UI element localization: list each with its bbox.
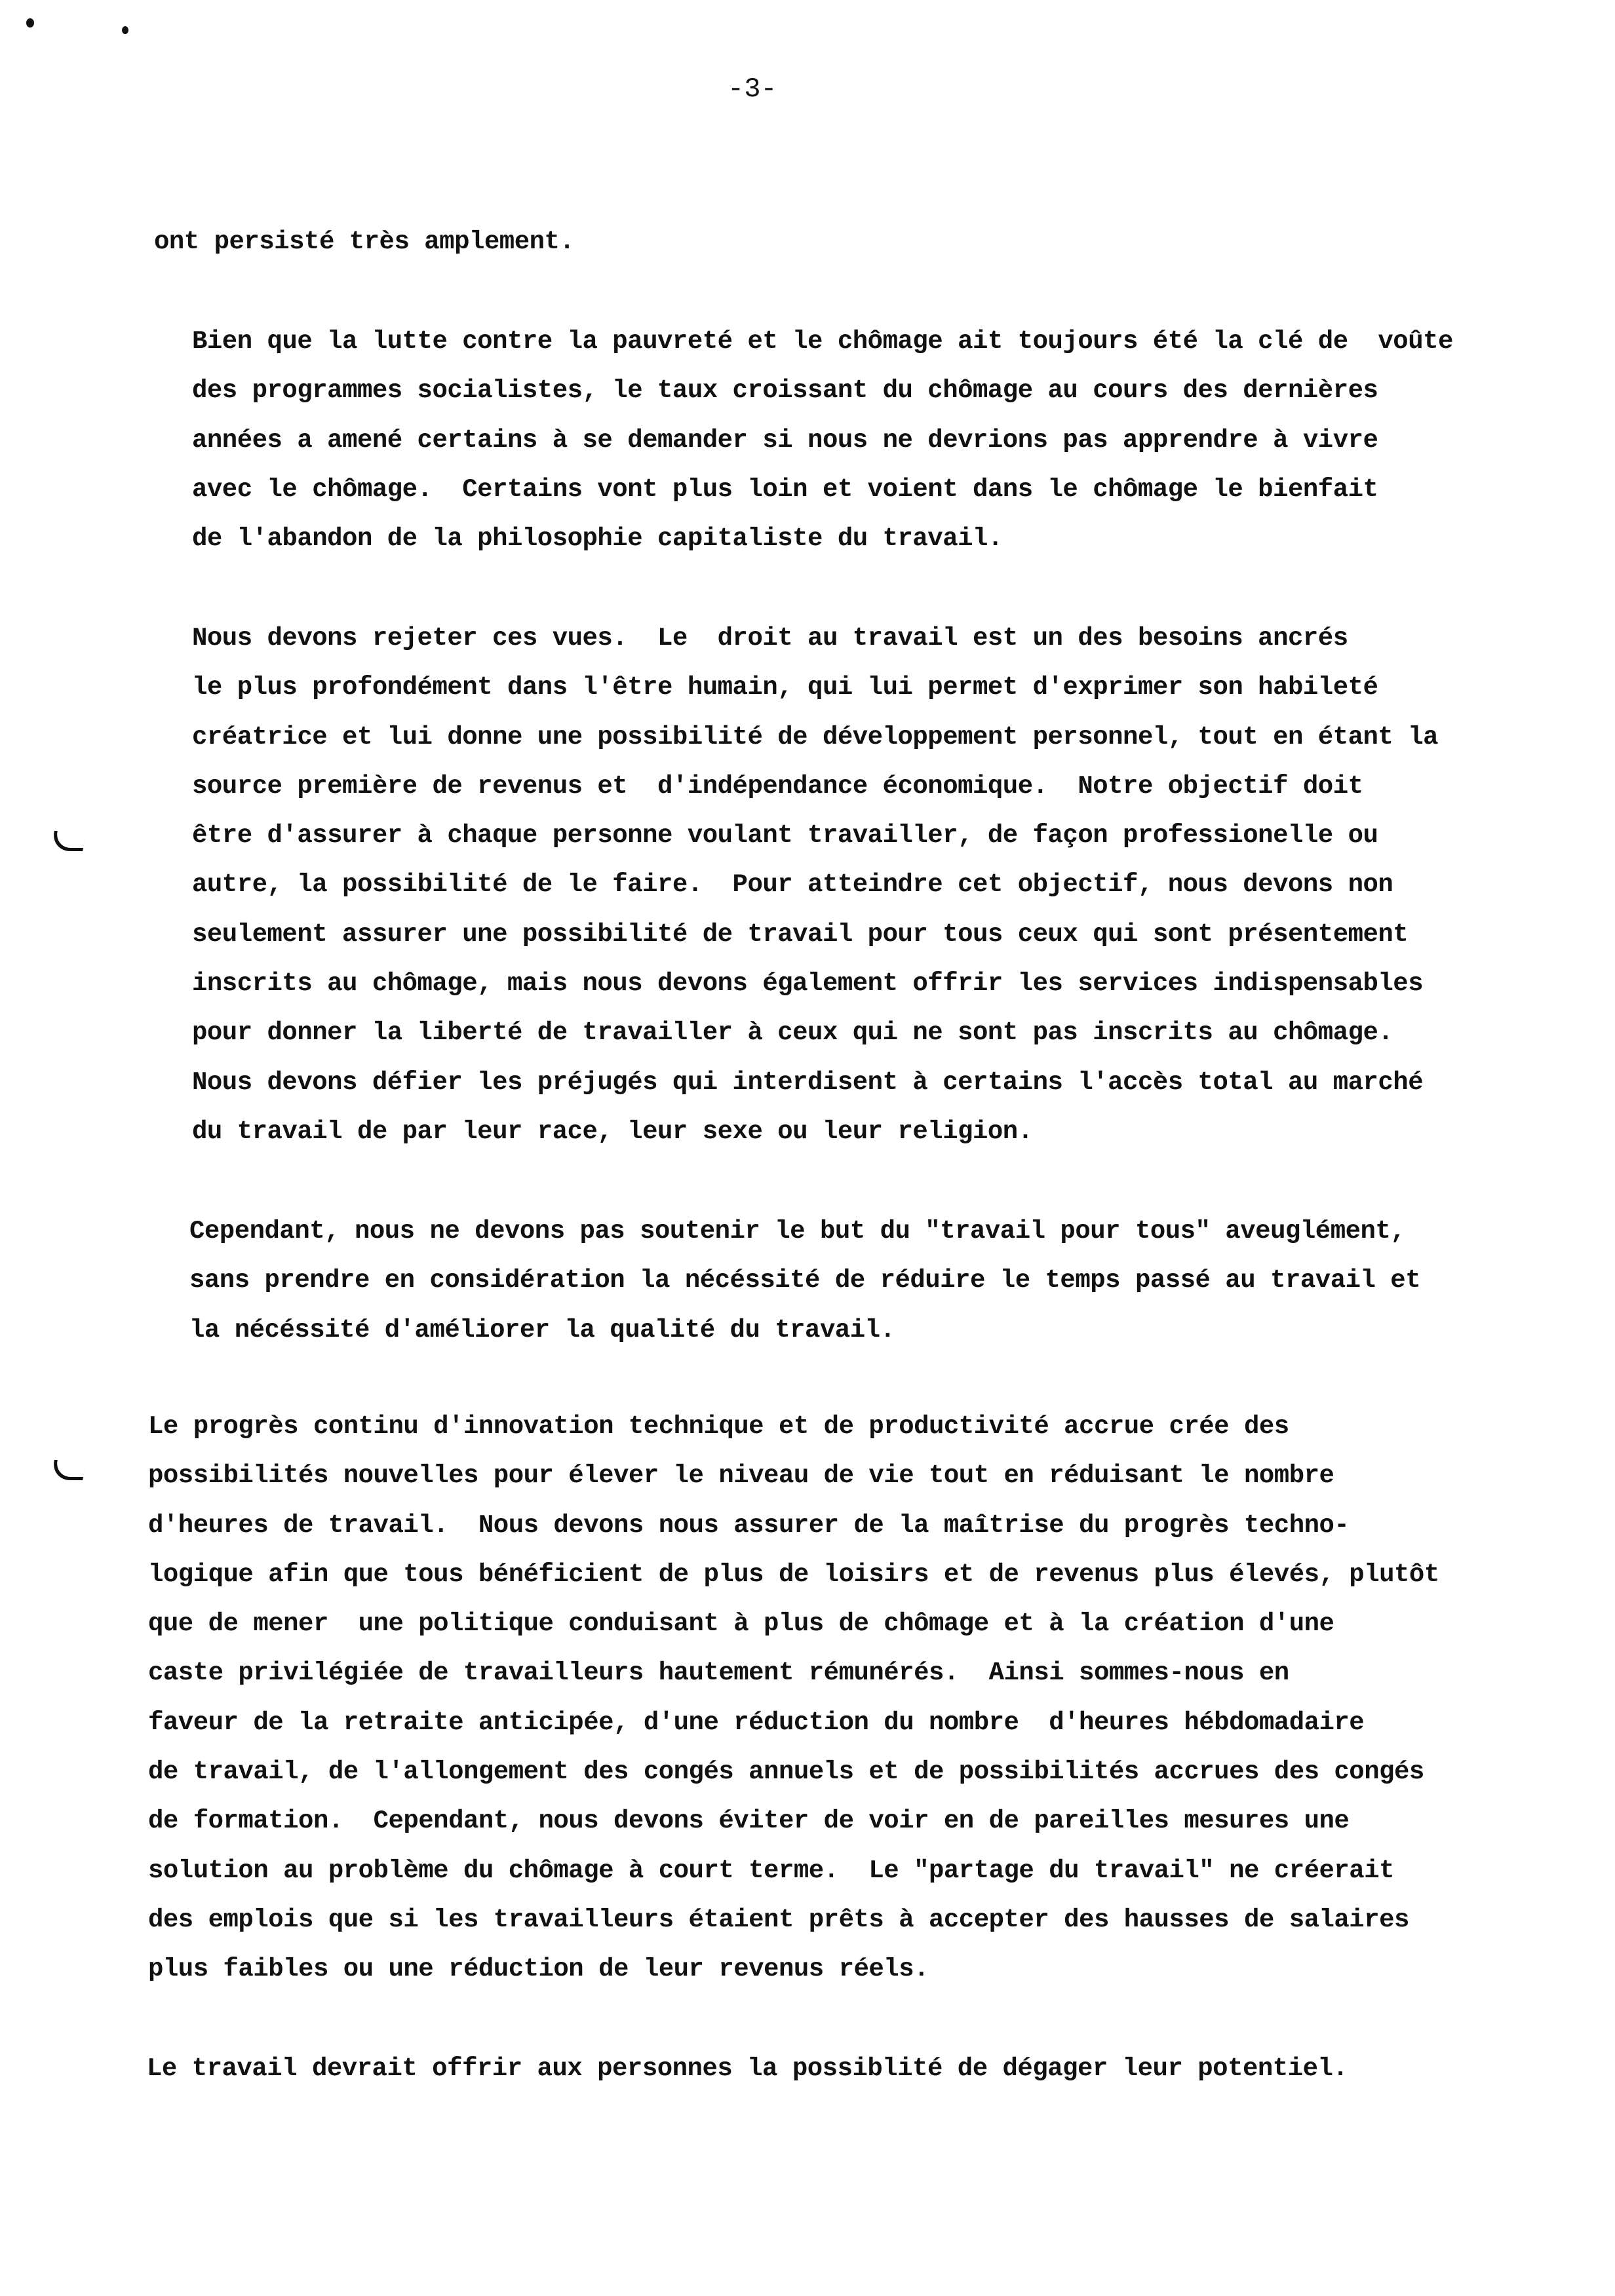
text-line: Nous devons défier les préjugés qui interdisent à certains l'accès total au marché bbox=[192, 1067, 1424, 1097]
text-line: de travail, de l'allongement des congés annuels et de possibilités accrues des congés bbox=[148, 1757, 1424, 1787]
text-line: Nous devons rejeter ces vues. Le droit au travail est un des besoins ancrés bbox=[192, 624, 1348, 653]
margin-mark bbox=[50, 831, 86, 851]
text-line: plus faibles ou une réduction de leur revenus réels. bbox=[148, 1955, 929, 1984]
text-line: pour donner la liberté de travailler à ceux qui ne sont pas inscrits au chômage. bbox=[192, 1018, 1393, 1048]
text-line: de formation. Cependant, nous devons éviter de voir en de pareilles mesures une bbox=[148, 1807, 1350, 1836]
text-line: années a amené certains à se demander si nous ne devrions pas apprendre à vivre bbox=[192, 425, 1378, 455]
text-line: logique afin que tous bénéficient de plus de loisirs et de revenus plus élevés, plutôt bbox=[148, 1559, 1439, 1589]
text-line: caste privilégiée de travailleurs hautement rémunérés. Ainsi sommes-nous en bbox=[148, 1658, 1289, 1688]
text-line: des programmes socialistes, le taux croissant du chômage au cours des dernières bbox=[192, 376, 1378, 406]
text-line: Bien que la lutte contre la pauvreté et le chômage ait toujours été la clé de voûte bbox=[192, 327, 1453, 356]
page-number: -3- bbox=[728, 73, 777, 105]
text-line: de l'abandon de la philosophie capitaliste du travail. bbox=[192, 524, 1003, 554]
text-line: inscrits au chômage, mais nous devons également offrir les services indispensables bbox=[192, 969, 1424, 999]
margin-mark bbox=[50, 1460, 86, 1480]
text-line: sans prendre en considération la nécéssité de réduire le temps passé au travail et bbox=[189, 1266, 1421, 1295]
scan-speck bbox=[122, 26, 128, 34]
text-line: d'heures de travail. Nous devons nous assurer de la maîtrise du progrès techno- bbox=[148, 1510, 1350, 1540]
text-line: du travail de par leur race, leur sexe ou leur religion. bbox=[192, 1117, 1033, 1146]
scan-speck bbox=[26, 18, 34, 28]
text-line: Le progrès continu d'innovation technique et de productivité accrue crée des bbox=[148, 1412, 1289, 1441]
text-line: créatrice et lui donne une possibilité de développement personnel, tout en étant la bbox=[192, 722, 1439, 752]
paragraph bbox=[148, 1402, 1439, 1995]
text-line: possibilités nouvelles pour élever le niveau de vie tout en réduisant le nombre bbox=[148, 1461, 1334, 1491]
text-line: avec le chômage. Certains vont plus loin et voient dans le chômage le bienfait bbox=[192, 474, 1378, 504]
text-line: Cependant, nous ne devons pas soutenir le but du "travail pour tous" aveuglément, bbox=[189, 1217, 1406, 1246]
text-line: source première de revenus et d'indépendance économique. Notre objectif doit bbox=[192, 771, 1363, 801]
text-line: solution au problème du chômage à court terme. Le "partage du travail" ne créerait bbox=[148, 1856, 1395, 1885]
text-line: autre, la possibilité de le faire. Pour atteindre cet objectif, nous devons non bbox=[192, 870, 1393, 900]
text-line: être d'assurer à chaque personne voulant travailler, de façon professionelle ou bbox=[192, 821, 1378, 851]
paragraph bbox=[192, 614, 1438, 1157]
paragraph bbox=[189, 1207, 1420, 1355]
text-line: Le travail devrait offrir aux personnes la possiblité de dégager leur potentiel. bbox=[147, 2054, 1348, 2083]
text-line: que de mener une politique conduisant à plus de chômage et à la création d'une bbox=[148, 1609, 1334, 1639]
text-line: le plus profondément dans l'être humain, qui lui permet d'exprimer son habileté bbox=[192, 673, 1378, 702]
paragraph bbox=[192, 317, 1453, 564]
text-line: la nécéssité d'améliorer la qualité du travail. bbox=[189, 1315, 895, 1345]
text-line: des emplois que si les travailleurs étaient prêts à accepter des hausses de salaires bbox=[148, 1905, 1409, 1934]
paragraph bbox=[147, 2044, 1348, 2094]
text-line: faveur de la retraite anticipée, d'une réduction du nombre d'heures hébdomadaire bbox=[148, 1708, 1365, 1737]
text-line: seulement assurer une possibilité de travail pour tous ceux qui sont présentement bbox=[192, 919, 1409, 949]
text-line: ont persisté très amplement. bbox=[154, 227, 575, 256]
paragraph bbox=[154, 218, 574, 267]
